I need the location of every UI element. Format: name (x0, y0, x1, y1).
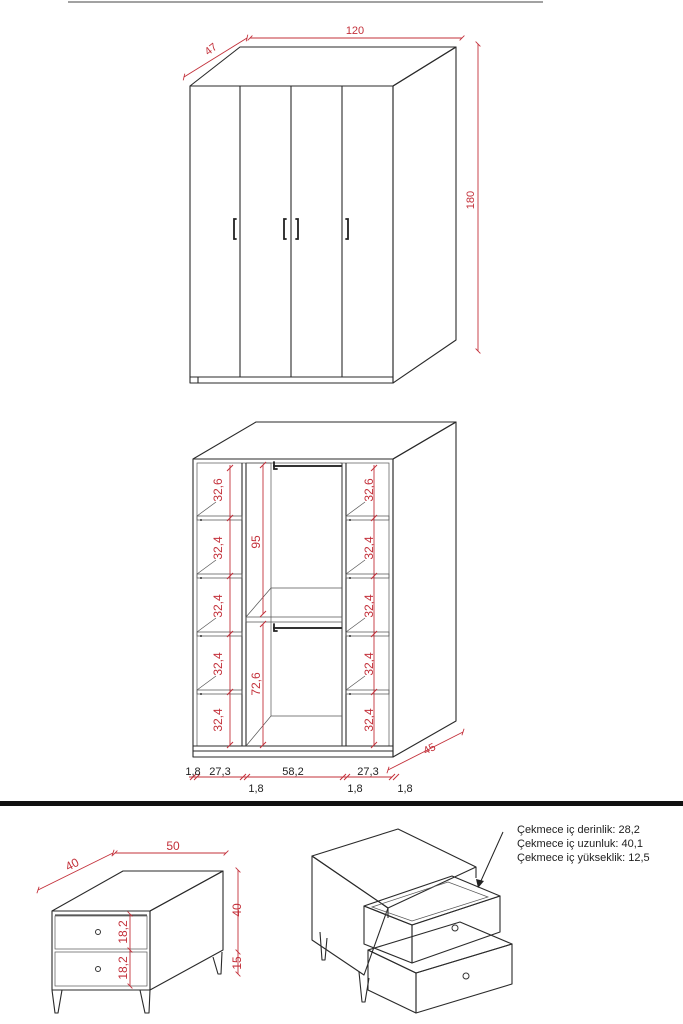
bottom-dim: 1,8 (185, 766, 201, 778)
door-handle-icon (284, 219, 286, 239)
nightstand-open (312, 829, 512, 1013)
upper-drawer-front (412, 896, 500, 963)
drawer-front (55, 916, 147, 949)
panel-thickness-dim: 1,8 (347, 783, 363, 795)
door-handle-icon (296, 219, 298, 239)
nightstand-top-face (52, 871, 223, 911)
left-shelf-dim: 32,6 (211, 478, 225, 502)
drawer-specs (517, 824, 650, 864)
hanging-upper-dim: 95 (249, 535, 263, 549)
nightstand-dimensions (38, 839, 244, 986)
wardrobe-height-label: 180 (465, 190, 477, 210)
right-shelf-dim: 32,6 (362, 478, 376, 502)
open-nightstand-side (312, 856, 388, 975)
nightstand-closed (52, 871, 223, 1013)
bottom-dim: 58,2 (282, 766, 304, 778)
drawer-knob-icon (96, 930, 101, 935)
right-shelf-dim: 32,4 (362, 708, 376, 732)
left-shelf-dim: 32,4 (211, 708, 225, 732)
leg (320, 932, 327, 960)
left-shelf-dim: 32,4 (211, 536, 225, 560)
nightstand-leg-label: 15 (230, 956, 244, 970)
wardrobe-depth-label: 47 (202, 41, 220, 59)
section-divider (0, 801, 683, 806)
drawer-knob-icon (96, 967, 101, 972)
hanging-lower-dim: 72,6 (249, 672, 263, 696)
right-shelf-dim: 32,4 (362, 536, 376, 560)
nightstand-side-face (150, 871, 223, 990)
drawer-spec-line: Çekmece iç yükseklik: 12,5 (517, 852, 650, 864)
open-top-face (193, 422, 456, 459)
nightstand-depth-label: 40 (62, 855, 82, 874)
inside-depth-dim: 45 (421, 741, 438, 758)
drawer-spec-line: Çekmece iç derinlik: 28,2 (517, 824, 640, 836)
panel-thickness-dim: 1,8 (248, 783, 264, 795)
nightstand-front (52, 911, 150, 990)
wardrobe-plinth (190, 377, 393, 383)
left-shelf-dim: 32,4 (211, 594, 225, 618)
nightstand-height-label: 40 (230, 903, 244, 917)
wardrobe-open (193, 422, 456, 757)
wardrobe-width-label: 120 (345, 25, 365, 37)
drawer-spec-line: Çekmece iç uzunluk: 40,1 (517, 838, 643, 850)
door-handle-icon (346, 219, 348, 239)
wardrobe-dimensions (184, 25, 478, 351)
wardrobe-top-face (190, 47, 456, 86)
wardrobe-side-face (393, 47, 456, 383)
nightstand-width-label: 50 (166, 839, 180, 853)
wardrobe-closed (190, 47, 456, 383)
open-side-face (393, 422, 456, 757)
drawer-height-label: 18,2 (116, 956, 130, 980)
left-shelf-dim: 32,4 (211, 652, 225, 676)
bottom-dim: 27,3 (209, 766, 231, 778)
bottom-dim: 27,3 (357, 766, 379, 778)
right-shelf-dim: 32,4 (362, 594, 376, 618)
drawer-knob-icon (452, 925, 458, 931)
right-shelf-dim: 32,4 (362, 652, 376, 676)
panel-thickness-dim: 1,8 (397, 783, 413, 795)
spec-leader-line (480, 832, 503, 883)
drawer-knob-icon (463, 973, 469, 979)
door-handle-icon (234, 219, 236, 239)
middle-shelf (246, 617, 342, 622)
drawer-height-label: 18,2 (116, 920, 130, 944)
